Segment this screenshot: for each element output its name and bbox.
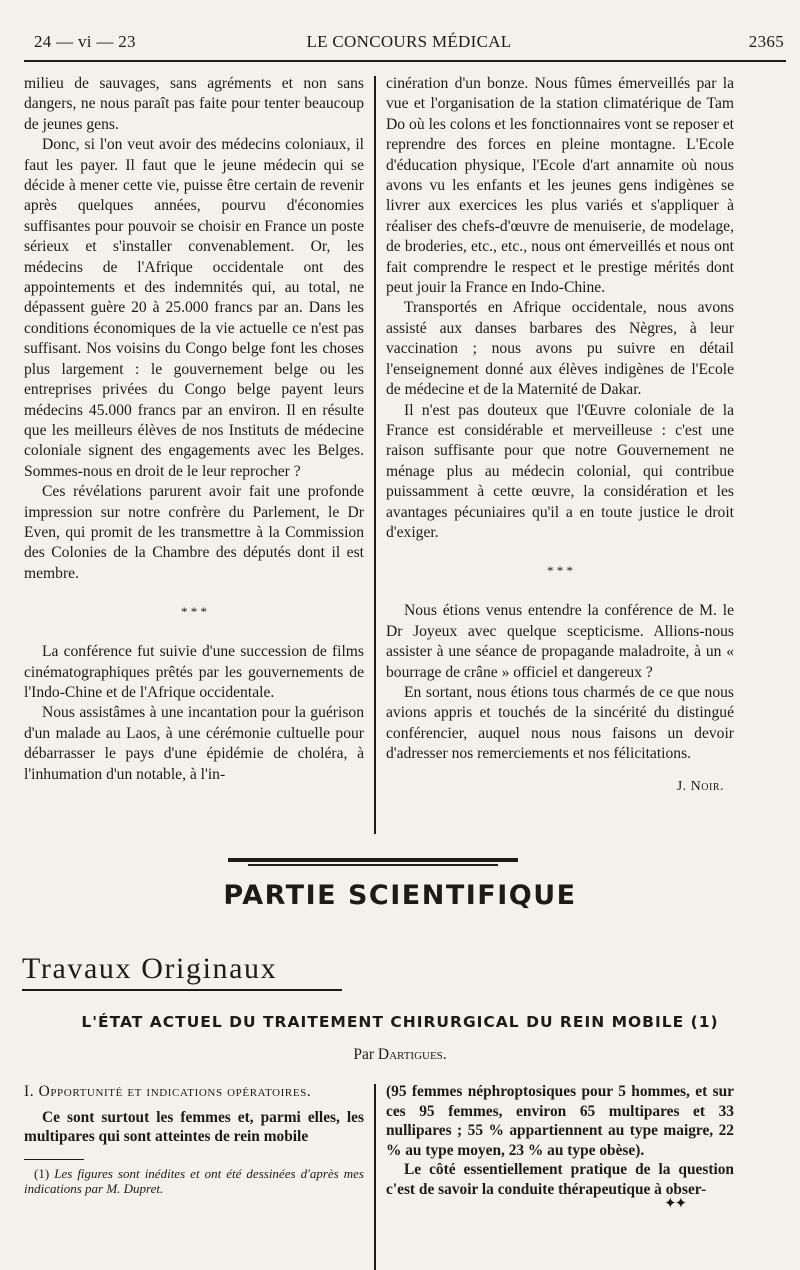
paragraph: Ces révélations parurent avoir fait une profonde impression sur notre confrère du Parlement, le Dr Even, qui promit de les transmettre à la Commission des Colonies de la Chambre des députés dont il est membre. bbox=[24, 483, 364, 582]
signature bbox=[386, 777, 734, 797]
issue-date: 24 — vi — 23 bbox=[34, 32, 136, 51]
right-column bbox=[386, 74, 734, 797]
article-left-column bbox=[24, 1082, 364, 1196]
footnote-text: Les figures sont inédites et ont été dessinées d'après mes indications par bbox=[24, 1165, 364, 1196]
section-subtitle: Travaux Originaux bbox=[22, 952, 278, 985]
subtitle-underline bbox=[22, 989, 342, 991]
running-header bbox=[34, 32, 784, 54]
signature-initial: J. bbox=[676, 778, 687, 794]
author-name: Dartigues. bbox=[377, 1046, 447, 1063]
byline bbox=[0, 1046, 800, 1064]
paragraph: Transportés en Afrique occidentale, nous avons assisté aux danses barbares des Nègres, à leur vaccination ; nous avons pu suivre en détail l'enseignement donné aux élèves indigènes de l'Ecole de médecine et de la Maternité de Dakar. bbox=[386, 299, 734, 399]
paragraph: (95 femmes néphroptosiques pour 5 hommes, et sur ces 95 femmes, environ 65 multipares et 33 nullipares ; 55 % appartiennent au type maigre, 22 % au type moyen, 23 % au type obèse). bbox=[386, 1083, 734, 1159]
left-column bbox=[24, 74, 364, 785]
byline-prefix: Par bbox=[353, 1046, 374, 1063]
page-number: 2365 bbox=[748, 32, 784, 51]
section-title: PARTIE SCIENTIFIQUE bbox=[223, 880, 577, 911]
paragraph: Le côté essentiellement pratique de la question c'est de savoir la conduite thérapeutique à obser- bbox=[386, 1161, 734, 1198]
paragraph: cinération d'un bonze. Nous fûmes émerveillés par la vue et l'organisation de la station climatérique de Tam Do où les colons et les fonctionnaires vont se reposer et reprendre des forces en pleine montagne. L'Ecole d'éducation physique, l'Ecole d'art annamite où nous avons vu les enfants et les jeunes gens indigènes se livrer aux exercices les plus variés et s'appliquer à réaliser des chefs-d'œuvre de menuiserie, de modelage, de broderies, etc., etc., nous ont émerveillés et nous ont fait comprendre le respect et le prestige mérités dont peut jouir la France en Indo-Chine. bbox=[386, 75, 734, 297]
paragraph: milieu de sauvages, sans agréments et non sans dangers, ne nous paraît pas faite pour tenter beaucoup de jeunes gens. bbox=[24, 75, 364, 133]
journal-name: LE CONCOURS MÉDICAL bbox=[306, 32, 512, 51]
signature-name: Noir. bbox=[690, 778, 724, 794]
paragraph: Nous étions venus entendre la conférence de M. le Dr Joyeux avec quelque scepticisme. Allions-nous assister à une séance de propagande maladroite, à un « bourrage de crâne » officiel et dangereux ? bbox=[386, 602, 734, 681]
asterism: * * * bbox=[181, 604, 207, 620]
header-rule bbox=[24, 60, 786, 62]
paragraph: Ce sont surtout les femmes et, parmi elles, les multipares qui sont atteintes de rein mobile bbox=[24, 1108, 364, 1146]
paragraph: Nous assistâmes à une incantation pour la guérison d'un malade au Laos, à une cérémonie cultuelle pour débarrasser le pays d'une épidémie de choléra, à l'inhumation d'un notable, à l'in- bbox=[24, 704, 364, 783]
paragraph: Il n'est pas douteux que l'Œuvre coloniale de la France est considérable et merveilleuse : c'est une raison suffisante pour que notre Gouvernement ne ménage plus au médecin colonial, qui contribue puissamment à cette œuvre, la considération et les avantages pécuniaires qu'il a en toute justice le droit d'exiger. bbox=[386, 401, 734, 541]
continuation-mark: ✦✦ bbox=[664, 1196, 686, 1212]
column-divider bbox=[374, 76, 376, 834]
ornament-thick-line bbox=[228, 858, 518, 862]
footnote-credit: M. Dupret. bbox=[106, 1180, 164, 1196]
article-right-column bbox=[386, 1082, 734, 1200]
footnote-number: (1) bbox=[34, 1165, 50, 1181]
asterism-separator bbox=[24, 606, 364, 618]
ornament-thin-line bbox=[248, 864, 498, 866]
paragraph: En sortant, nous étions tous charmés de ce que nous avions appris et touchés de la sincérité du distingué conférencier, auquel nous nous faisons un devoir d'adresser nos remerciements et nos félicitations. bbox=[386, 683, 734, 763]
paragraph: Donc, si l'on veut avoir des médecins coloniaux, il faut les payer. Il faut que le jeune médecin qui se décide à mener cette vie, puisse être certain de revenir après quelques années, pourvu d'économies suffisantes pour pouvoir se choisir en France un poste sérieux et s'installer convenablement. Or, les médecins de l'Afrique occidentale ont des appointements et des indemnités qui, au total, ne dépassent guère 20 à 25.000 francs par an. Dans les conditions économiques de la vie actuelle ce n'est pas suffisant. Nos voisins du Congo belge font les choses plus largement : le gouvernement belge ou les entreprises privées du Congo belge payent leurs médecins 45.000 francs par an environ. Il en résulte que les meilleurs élèves de nos Instituts de médecine coloniale signent des engagements avec les Belges. Sommes-nous en droit de le leur reprocher ? bbox=[24, 136, 364, 480]
column-divider bbox=[374, 1084, 376, 1270]
paragraph: La conférence fut suivie d'une succession de films cinématographiques prêtés par les gouvernements de l'Indo-Chine et de l'Afrique occidentale. bbox=[24, 643, 364, 701]
article-title: L'ÉTAT ACTUEL DU TRAITEMENT CHIRURGICAL DU REIN MOBILE (1) bbox=[81, 1013, 719, 1031]
ornamental-rule bbox=[228, 858, 518, 866]
footnote-rule bbox=[24, 1159, 84, 1160]
article-subhead: I. Opportunité et indications opératoires. bbox=[24, 1083, 312, 1100]
asterism: * * * bbox=[547, 563, 573, 579]
asterism-separator bbox=[386, 565, 734, 577]
footnote bbox=[24, 1166, 364, 1196]
